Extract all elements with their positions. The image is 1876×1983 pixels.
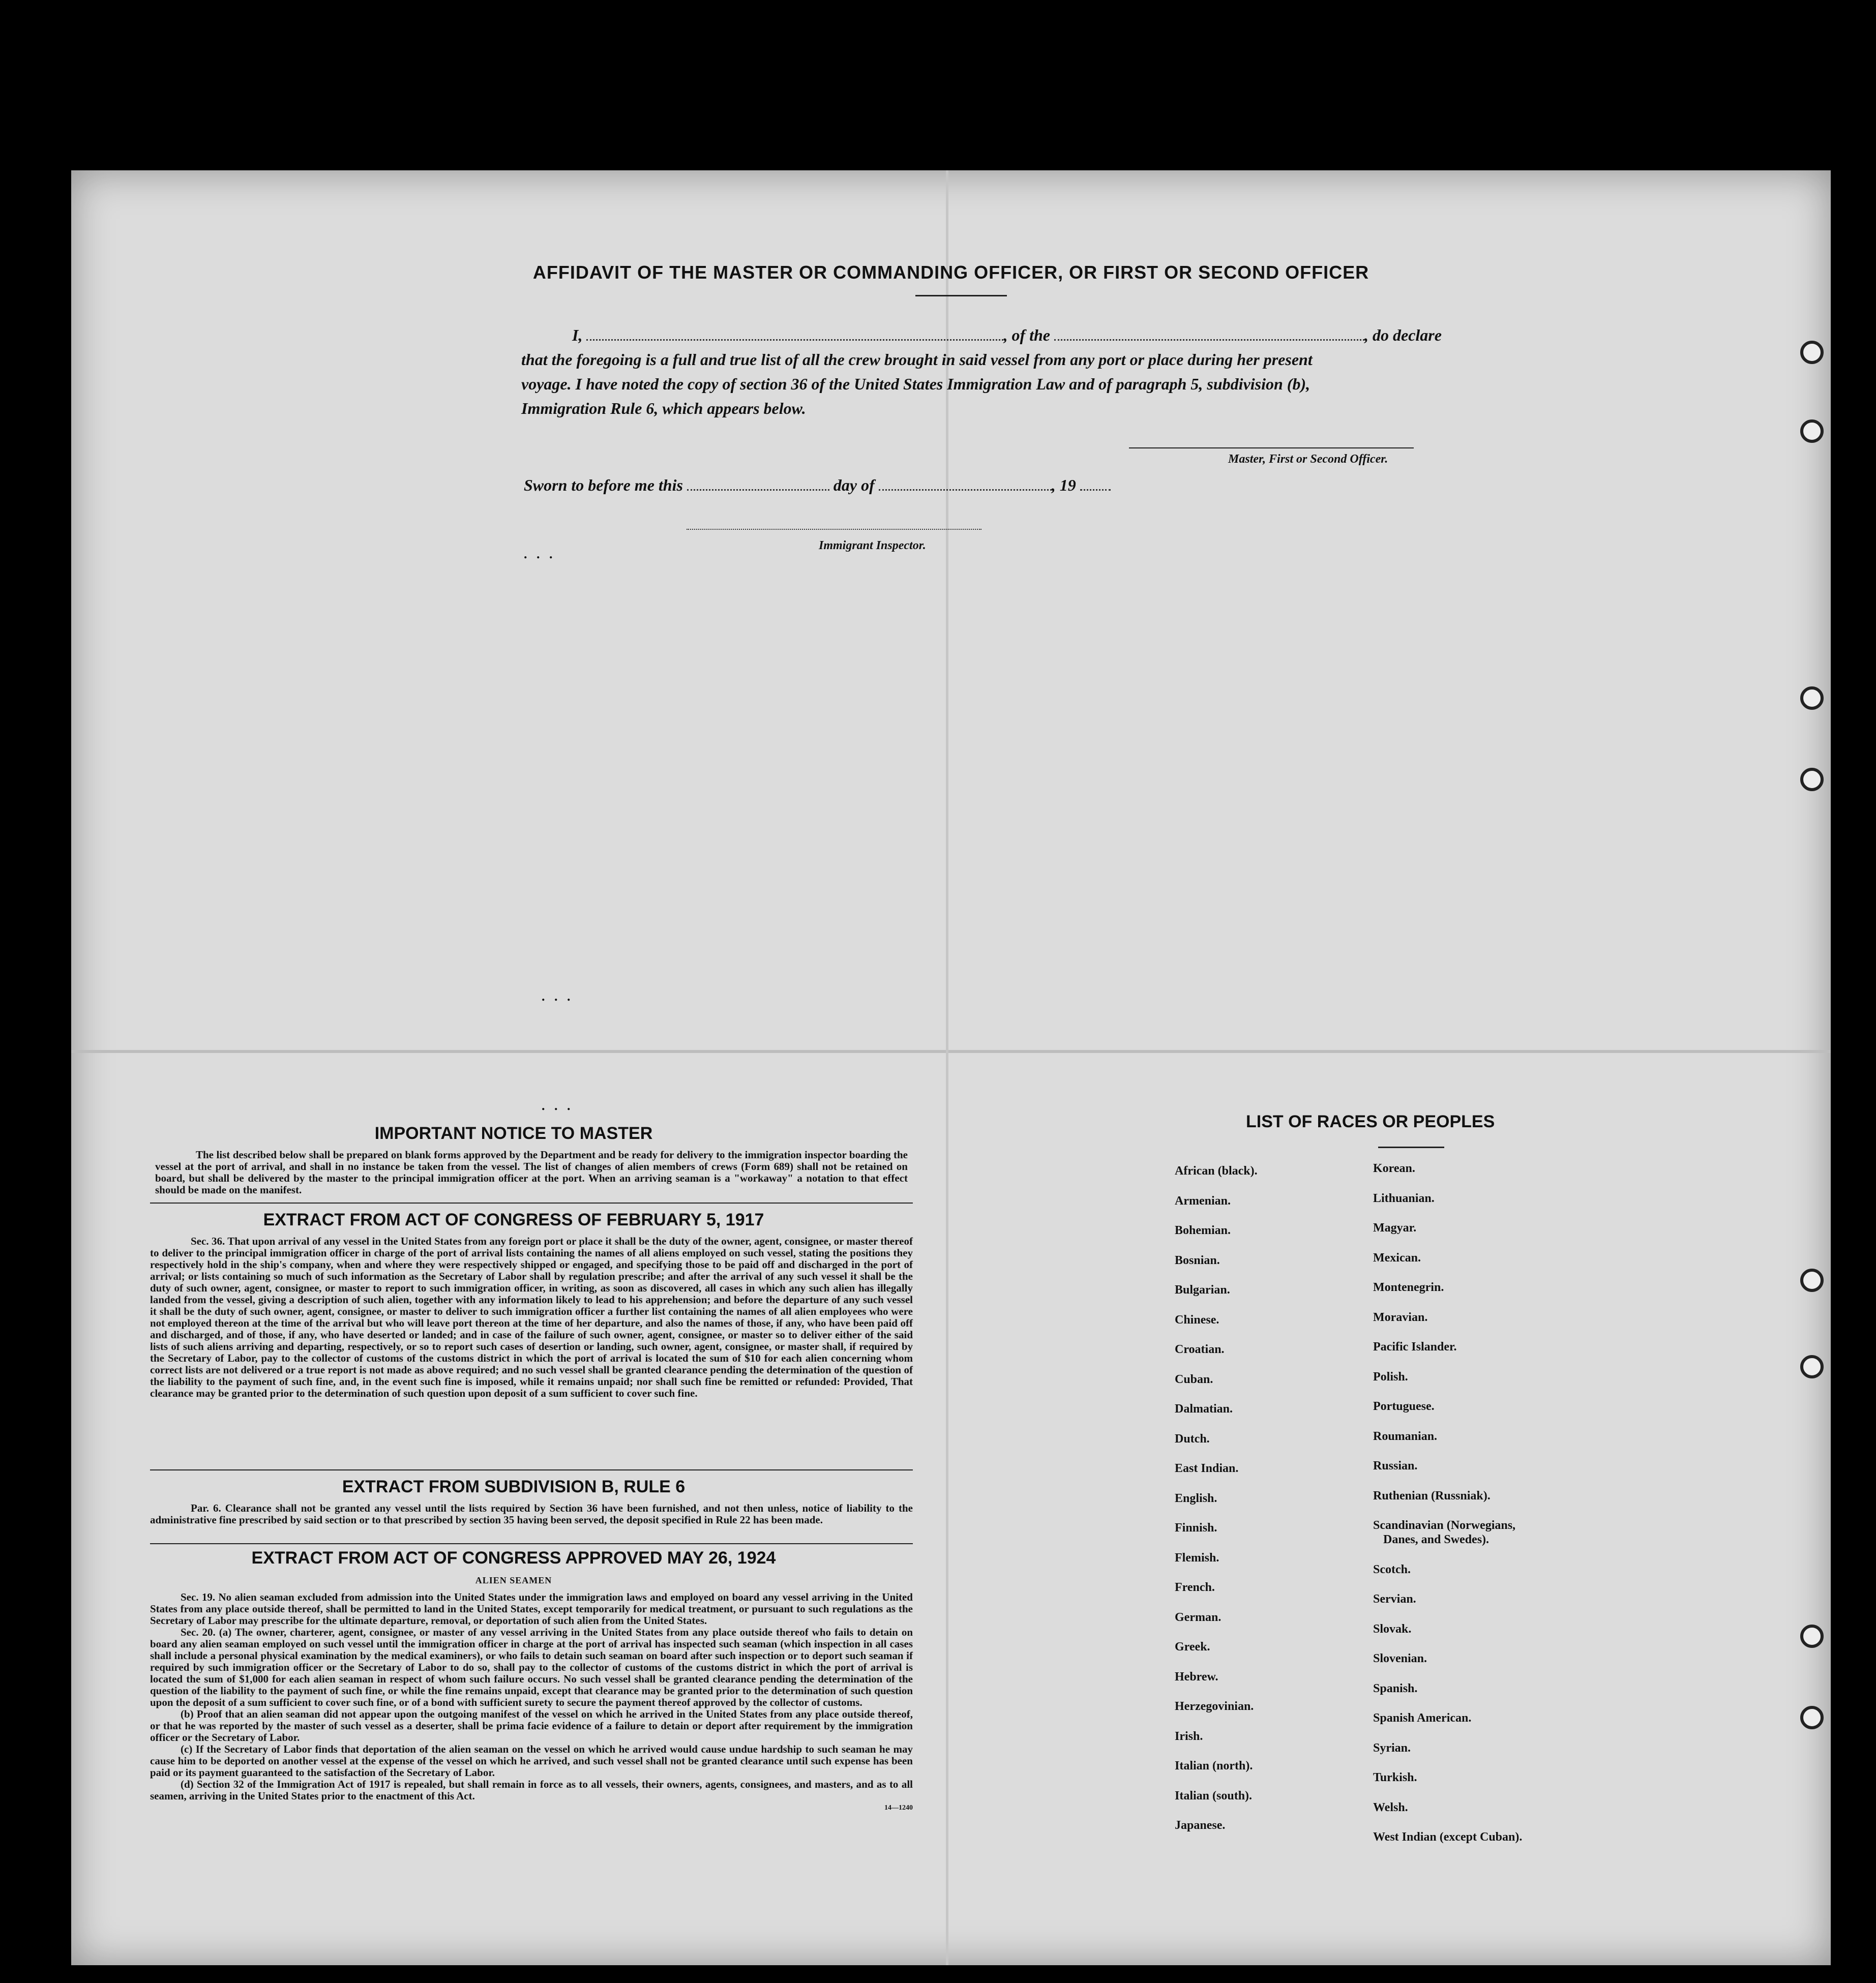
sec-20a-text: Sec. 20. (a) The owner, charterer, agent, consignee, or master of any vessel arriving in the United States from any place outside thereof who fails to detain on board any alien seaman employed on such vessel until the immigration officer in charge at the port of arrival has inspected such seaman (which inspection in all cases shall include a personal physical examination by the medical examiners), or who fails to detain such seaman on board after such inspection or to deport such seaman if required by such immigration officer or the Secretary of Labor to do so, shall pay to the collector of customs of the customs district in which the port of arrival is located the sum of $1,000 for each alien seaman in respect of whom such failure occurs. No such vessel shall be granted clearance pending the determination of the question of the liability to the payment of such fine, or while the fine remains unpaid, except that clearance may be granted prior to the determination of such question upon the deposit of a sum sufficient to cover such fine, or of a bond with sufficient surety to secure the payment thereof approved by the collector of customs. (150, 1626, 913, 1708)
affidavit-of-the: , of the (1003, 326, 1050, 344)
ellipsis-mark: . . . (542, 989, 574, 1004)
race-item: Armenian. (1175, 1194, 1231, 1208)
race-item: Ruthenian (Russniak). (1373, 1489, 1491, 1503)
races-heading-rule (1378, 1147, 1444, 1148)
race-item: West Indian (except Cuban). (1373, 1830, 1523, 1844)
affidavit-body (521, 323, 1538, 420)
race-item: Greek. (1175, 1640, 1210, 1654)
race-item: Russian. (1373, 1459, 1418, 1473)
ellipsis-mark: . . . (542, 1098, 574, 1113)
race-item: Portuguese. (1373, 1400, 1435, 1413)
section-divider (150, 1469, 913, 1470)
extract-1924-heading: EXTRACT FROM ACT OF CONGRESS APPROVED MAY 26, 1924 (251, 1548, 776, 1568)
vessel-blank (1054, 339, 1364, 341)
section-divider (150, 1203, 913, 1204)
race-item: Syrian. (1373, 1741, 1411, 1755)
affidavit-heading: AFFIDAVIT OF THE MASTER OR COMMANDING OFFICER, OR FIRST OR SECOND OFFICER (532, 262, 1369, 283)
race-item: Turkish. (1373, 1771, 1417, 1784)
sworn-prefix: Sworn to before me this (524, 476, 683, 494)
extract-rule6-text: Par. 6. Clearance shall not be granted any vessel until the lists required by Section 36 have been furnished, and not then unless, notice of liability to the administrative fine prescribed by said section or to that prescribed by section 35 having been served, the deposit specified in Rule 22 has been made. (150, 1502, 913, 1526)
punch-hole-icon (1800, 686, 1824, 710)
race-item: Dutch. (1175, 1432, 1210, 1446)
document-sheet (71, 170, 1831, 1965)
race-item: Japanese. (1175, 1819, 1226, 1832)
punch-hole-icon (1800, 1625, 1824, 1648)
race-item: Bohemian. (1175, 1224, 1231, 1237)
heading-rule (915, 295, 1007, 296)
race-item: Bosnian. (1175, 1253, 1220, 1267)
race-item: Servian. (1373, 1593, 1416, 1606)
race-item: Scandinavian (Norwegians, (1373, 1519, 1516, 1532)
affidavit-line-3: voyage. I have noted the copy of section 36 of the United States Immigration Law and of paragraph 5, subdivision (b), (521, 375, 1311, 393)
race-item: German. (1175, 1610, 1222, 1624)
race-item: Pacific Islander. (1373, 1340, 1457, 1354)
race-item: Polish. (1373, 1370, 1408, 1384)
race-item: Roumanian. (1373, 1429, 1438, 1443)
extract-1917-text: Sec. 36. That upon arrival of any vessel in the United States from any foreign port or place it shall be the duty of the owner, agent, consignee, or master thereof to deliver to the principal immigration officer in charge of the port of arrival lists containing the names of all aliens employed on such vessel, stating the positions they respectively hold in the ship's company, when and where they were respectively shipped or engaged, and specifying those to be paid off and discharged in the port of arrival; or lists containing so much of such information as the Secretary of Labor shall by regulation prescribe; and after the arrival of any such vessel it shall be the duty of such owner, agent, consignee, or master to report to such immigration officer, in writing, as soon as discovered, all cases in which any such alien has illegally landed from the vessel, giving a description of such alien, together with any information likely to lead to his apprehension; and before the departure of any such vessel it shall be the duty of such owner, agent, consignee, or master to deliver to such immigration officer a further list containing the names of all alien employees who were not employed thereon at the time of the arrival but who will leave port thereon at the time of her departure, and also the names of those, if any, who have been paid off and discharged, and of those, if any, who have deserted or landed; and in case of the failure of such owner, agent, consignee, or master so to deliver either of the said lists of such aliens arriving and departing, respectively, or so to report such cases of desertion or landing, such owner, agent, consignee, or master shall, if required by the Secretary of Labor, pay to the collector of customs of the customs district in which the port of arrival is located the sum of $10 for each alien concerning whom correct lists are not delivered or a true report is not made as above required; and no such vessel shall be granted clearance pending the determination of the question of the liability to the payment of such fine, and, in the event such fine is imposed, while it remains unpaid; nor shall such fine be remitted or refunded: Provided, That clearance may be granted prior to the determination of such question upon deposit of a sum sufficient to cover such fine. (150, 1235, 913, 1399)
sworn-year: , 19 (1051, 476, 1076, 494)
inspector-line (687, 529, 981, 530)
race-item: Scotch. (1373, 1563, 1411, 1576)
race-item: Herzegovinian. (1175, 1700, 1254, 1713)
race-item: Chinese. (1175, 1313, 1219, 1327)
races-heading: LIST OF RACES OR PEOPLES (1246, 1112, 1495, 1131)
section-divider (150, 1543, 913, 1544)
punch-hole-icon (1800, 1706, 1824, 1729)
race-item: Bulgarian. (1175, 1283, 1230, 1297)
race-item: Welsh. (1373, 1800, 1408, 1814)
sec-20c-text: (c) If the Secretary of Labor finds that deportation of the alien seaman on the vessel on which he arrived would cause undue hardship to such seaman he may cause him to be deported on another vessel at the expense of the vessel on which he arrived, and such vessel shall not be granted clearance until such expense has been paid or its payment guaranteed to the satisfaction of the Secretary of Labor. (150, 1743, 913, 1779)
sworn-day-of: day of (833, 476, 875, 494)
fold-line-vertical (946, 170, 948, 1965)
race-item: Korean. (1373, 1162, 1415, 1175)
race-item: Dalmatian. (1175, 1402, 1233, 1416)
form-number: 14—1240 (884, 1804, 913, 1812)
signature-caption: Master, First or Second Officer. (1228, 453, 1388, 466)
punch-hole-icon (1800, 341, 1824, 364)
race-item: Slovak. (1373, 1622, 1412, 1636)
race-item: Spanish. (1373, 1681, 1418, 1695)
name-blank (586, 339, 1003, 341)
notice-heading: IMPORTANT NOTICE TO MASTER (374, 1124, 653, 1143)
race-item: Moravian. (1373, 1310, 1428, 1324)
race-item: English. (1175, 1491, 1217, 1505)
signature-line (1129, 447, 1414, 448)
affidavit-line-4: Immigration Rule 6, which appears below. (521, 399, 806, 417)
punch-hole-icon (1800, 419, 1824, 443)
race-item: Montenegrin. (1373, 1281, 1444, 1294)
race-item: Finnish. (1175, 1521, 1217, 1535)
race-item: Magyar. (1373, 1221, 1417, 1235)
punch-hole-icon (1800, 1269, 1824, 1292)
race-item: African (black). (1175, 1164, 1258, 1178)
race-item: Spanish American. (1373, 1711, 1472, 1725)
punch-hole-icon (1800, 768, 1824, 791)
ellipsis-mark: . . . (524, 547, 556, 561)
extract-rule6-heading: EXTRACT FROM SUBDIVISION B, RULE 6 (342, 1477, 686, 1496)
affidavit-i: I, (572, 326, 583, 344)
alien-seamen-subheading: ALIEN SEAMEN (475, 1575, 552, 1585)
extract-1917-heading: EXTRACT FROM ACT OF CONGRESS OF FEBRUARY 5, 1917 (263, 1210, 764, 1229)
race-item: Danes, and Swedes). (1383, 1533, 1490, 1546)
affidavit-declare: , do declare (1364, 326, 1442, 344)
race-item: Irish. (1175, 1729, 1203, 1743)
extract-1924-body (150, 1591, 913, 1814)
notice-text: The list described below shall be prepared on blank forms approved by the Department and be ready for delivery to the immigration inspector boarding the vessel at the port of arrival, and shall in no instance be taken from the vessel. The list of changes of alien members of crews (Form 689) shall not be retained on board, but shall be delivered by the master to the principal immigration officer at the port. When an arriving seaman is a "workaway" a notation to that effect should be made on the manifest. (155, 1149, 908, 1196)
sec-20d-text: (d) Section 32 of the Immigration Act of 1917 is repealed, but shall remain in force as to all vessels, their owners, agents, consignees, and masters, and as to all seamen, arriving in the United States prior to the enactment of this Act. (150, 1778, 913, 1802)
fold-line-horizontal (71, 1050, 1831, 1053)
race-item: Slovenian. (1373, 1652, 1427, 1665)
race-item: Mexican. (1373, 1251, 1421, 1265)
affidavit-line-1 (521, 323, 1538, 347)
punch-hole-icon (1800, 1355, 1824, 1378)
sec-20b-text: (b) Proof that an alien seaman did not appear upon the outgoing manifest of the vessel on which he arrived in the United States from any place outside thereof, or that he was reported by the master of such vessel as a deserter, shall be prima facie evidence of a failure to detain or deport after requirement by the immigration officer or the Secretary of Labor. (150, 1708, 913, 1744)
sworn-day-blank (687, 489, 829, 491)
sec-19-text: Sec. 19. No alien seaman excluded from admission into the United States under the immigration laws and employed on board any vessel arriving in the United States from any place outside thereof, shall be permitted to land in the United States, except temporarily for medical treatment, or pursuant to such regulations as the Secretary of Labor may prescribe for the ultimate departure, removal, or deportation of such alien from the United States. (150, 1591, 913, 1627)
race-item: Flemish. (1175, 1551, 1219, 1565)
race-item: Italian (south). (1175, 1789, 1253, 1802)
affidavit-line-2: that the foregoing is a full and true list of all the crew brought in said vessel from any port or place during her present (521, 350, 1313, 369)
race-item: French. (1175, 1581, 1215, 1594)
race-item: Cuban. (1175, 1372, 1213, 1386)
inspector-caption: Immigrant Inspector. (819, 539, 926, 552)
race-item: Hebrew. (1175, 1670, 1218, 1684)
race-item: Lithuanian. (1373, 1191, 1435, 1205)
sworn-line (524, 473, 1287, 497)
sworn-month-blank (879, 489, 1052, 491)
race-item: Croatian. (1175, 1343, 1225, 1356)
race-item: East Indian. (1175, 1462, 1239, 1475)
race-item: Italian (north). (1175, 1759, 1253, 1772)
sworn-year-blank (1080, 489, 1111, 491)
